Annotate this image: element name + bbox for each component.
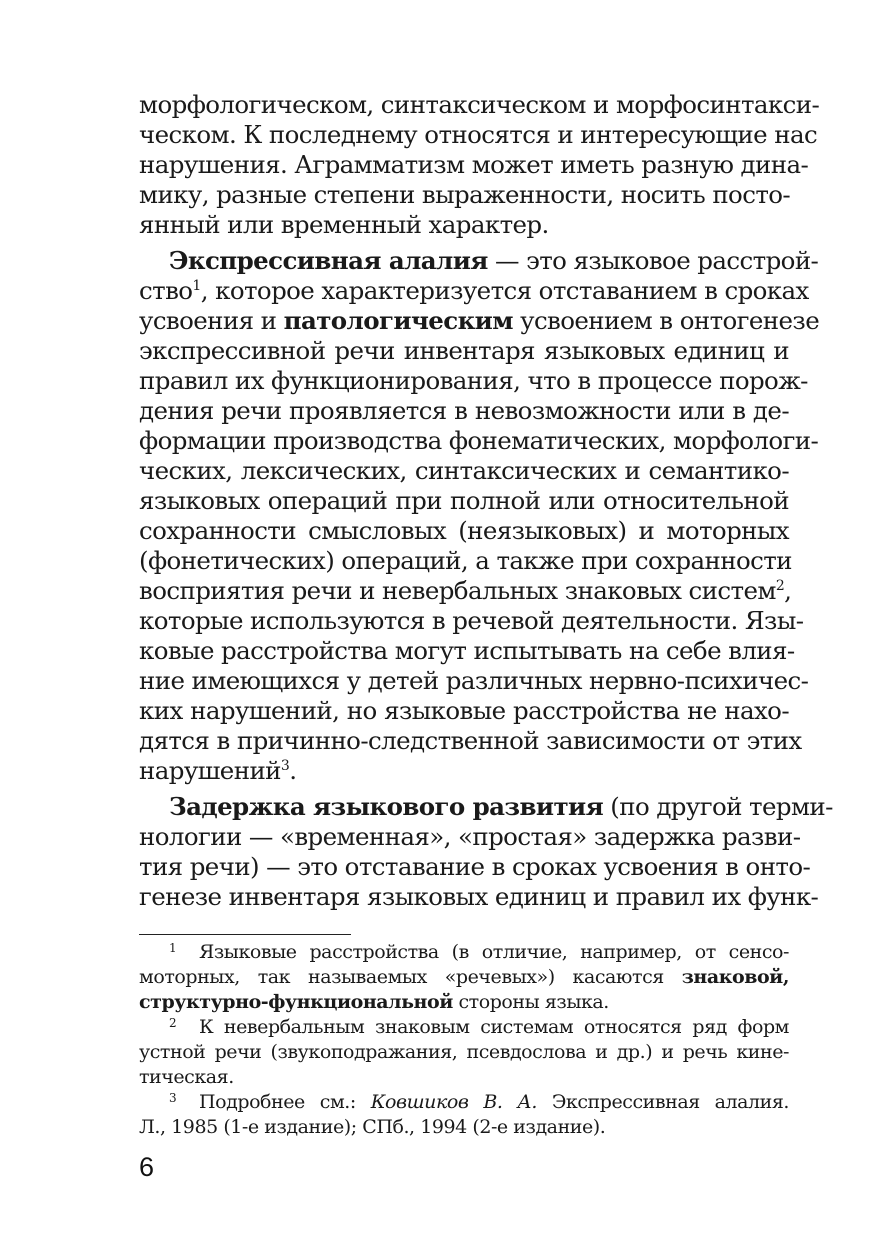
text-fragment: Подробнее см.: [199,1091,371,1113]
paragraph-agrammatism [139,90,820,240]
text-line: тия речи) — это отставание в сроках усвоения в онто- [139,852,811,881]
term-language-delay: Задержка языкового развития [169,792,604,821]
text-line: 1 Языковые расстройства (в отличие, например, от сенсо- [169,941,789,963]
text-line: ческих, лексических, синтаксических и семантико- [139,456,789,485]
footnote-2 [139,1015,789,1090]
footnote-ref-2[interactable]: 2 [775,578,785,594]
text-line [139,990,789,1015]
text-fragment: (по другой терми- [603,792,833,821]
paragraph-expressive-alalia [139,246,820,786]
text-line: морфологическом, синтаксическом и морфосинтакси- [139,90,820,119]
text-line: формации производства фонематических, морфологи- [139,426,819,455]
footnote-ref-3[interactable]: 3 [280,758,290,774]
text-line: тическая. [139,1066,234,1088]
bold-fragment: структурно-функциональной [139,991,453,1013]
text-line [139,965,789,990]
text-line: сохранности смысловых (неязыковых) и моторных [139,516,789,545]
text-fragment: стороны языка. [452,991,609,1013]
text-fragment: нарушений [139,756,281,785]
bold-word-pathological: патологическим [283,306,513,335]
text-fragment: , [784,576,792,605]
footnote-1 [139,940,789,1015]
text-line: ние имеющихся у детей различных нервно-психичес- [139,666,809,695]
text-line: янный или временный характер. [139,210,549,239]
text-fragment: — это языковое расстрой- [487,246,819,275]
paragraph-language-delay [139,792,833,912]
text-line [139,276,809,306]
footnote-separator [139,934,351,935]
text-line: дятся в причинно-следственной зависимости от этих [139,726,802,755]
author-citation: Ковшиков В. А. [370,1091,537,1113]
footnote-ref-1[interactable]: 1 [192,278,201,294]
text-line: (фонетических) операций, а также при сохранности [139,546,792,575]
text-line: дения речи проявляется в невозможности или в де- [139,396,789,425]
text-fragment: . [289,756,297,785]
text-line [139,576,792,606]
text-line [139,246,819,276]
text-line: экспрессивной речи инвентаря языковых единиц и [139,336,789,365]
main-text [139,90,833,912]
text-fragment: моторных, так называемых «речевых») касаются [139,966,682,988]
text-fragment: ство [139,276,193,305]
text-fragment: , которое характеризуется отставанием в сроках [200,276,809,305]
text-fragment: К невербальным знаковым системам относятся ряд форм [199,1016,789,1038]
text-fragment: Экспрессивная алалия. [536,1091,789,1113]
bold-fragment: знаковой, [681,966,789,988]
text-fragment: восприятия речи и невербальных знаковых систем [139,576,776,605]
text-fragment: усвоением в онтогенезе [512,306,820,335]
text-line: генезе инвентаря языковых единиц и правил их функ- [139,882,819,911]
text-line: нологии — «временная», «простая» задержка разви- [139,822,801,851]
text-line: ческом. К последнему относятся и интересующие нас [139,120,818,149]
text-line: языковых операций при полной или относительной [139,486,789,515]
text-line [139,756,789,786]
text-line [139,792,833,822]
text-line: устной речи (звукоподражания, псевдослова и др.) и речь кине- [139,1041,789,1063]
text-line: 2 К невербальным знаковым системам относятся ряд форм [169,1016,789,1038]
footnote-3 [139,1090,789,1140]
page-number: 6 [139,1152,155,1182]
text-line: которые используются в речевой деятельности. Язы- [139,606,804,635]
text-line: Л., 1985 (1-е издание); СПб., 1994 (2-е издание). [139,1116,606,1138]
text-line: мику, разные степени выраженности, носить посто- [139,180,791,209]
footnotes [139,940,789,1140]
text-line [139,306,820,336]
text-fragment: усвоения и [139,306,284,335]
term-expressive-alalia: Экспрессивная алалия [169,246,488,275]
text-line: ковые расстройства могут испытывать на себе влия- [139,636,795,665]
text-line: 3 Подробнее см.: Ковшиков В. А. Экспрессивная алалия. [169,1091,789,1113]
text-line: правил их функционирования, что в процессе порож- [139,366,808,395]
text-fragment: Языковые расстройства (в отличие, например, от сенсо- [199,941,789,963]
text-line: нарушения. Аграмматизм может иметь разную дина- [139,150,809,179]
text-line: ких нарушений, но языковые расстройства не нахо- [139,696,789,725]
